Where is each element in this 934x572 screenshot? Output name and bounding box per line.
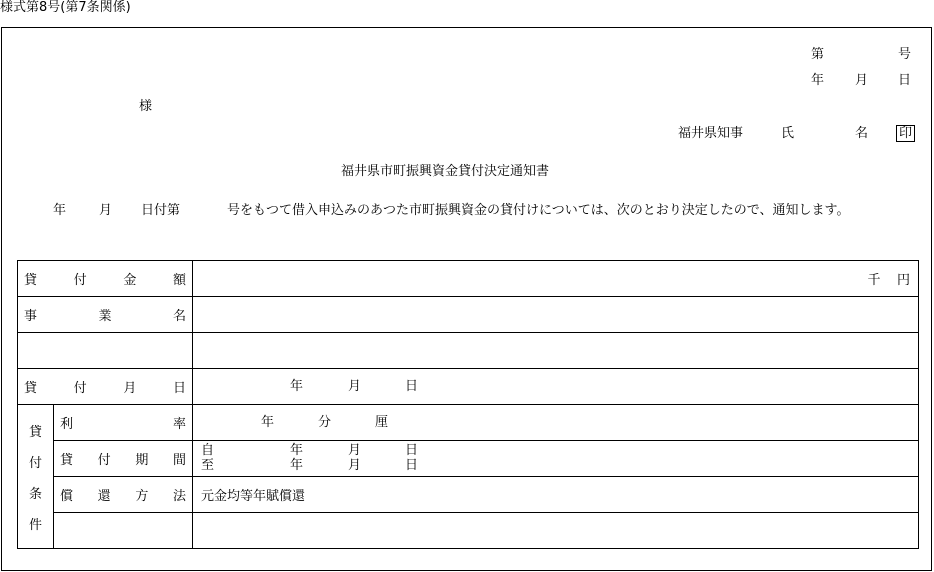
amount-label — [18, 261, 193, 297]
seal-text: 印 — [896, 125, 915, 142]
project-label — [18, 297, 193, 333]
rate-value-bu: 分 — [318, 415, 332, 430]
seal-mark — [896, 125, 915, 142]
date-label-char: 付 — [73, 381, 87, 396]
intro-year: 年 — [53, 203, 67, 218]
period-label-char: 間 — [172, 453, 186, 468]
rate-label-char: 利 — [60, 417, 74, 432]
period-value[interactable] — [193, 441, 919, 477]
amount-label-char: 貸 — [24, 273, 38, 288]
date-label — [18, 369, 193, 405]
row-project — [18, 297, 919, 333]
blank-value[interactable] — [193, 333, 919, 369]
repay-label — [54, 477, 193, 513]
date-month: 月 — [855, 73, 869, 88]
number-prefix: 第 — [811, 47, 825, 62]
conditions-label — [18, 405, 54, 549]
number-suffix: 号 — [898, 47, 912, 62]
rate-label-char: 率 — [172, 417, 186, 432]
rate-value-rin: 厘 — [375, 415, 389, 430]
issuer-title: 福井県知事 — [678, 126, 744, 141]
row-amount — [18, 261, 919, 297]
conditions-label-char: 条 — [28, 486, 42, 502]
period-to-day: 日 — [405, 458, 419, 473]
repay-label-char: 還 — [97, 489, 111, 504]
repay-value[interactable]: 元金均等年賦償還 — [193, 477, 919, 513]
date-value-day: 日 — [405, 379, 419, 394]
project-label-char: 業 — [98, 309, 112, 324]
date-label-char: 貸 — [24, 381, 38, 396]
name-label-given: 名 — [855, 126, 869, 141]
period-label-char: 付 — [97, 453, 111, 468]
intro-day-ref: 日付第 — [141, 203, 181, 218]
period-label — [54, 441, 193, 477]
amount-label-char: 額 — [172, 273, 186, 288]
row-blank — [18, 333, 919, 369]
date-label-char: 日 — [172, 381, 186, 396]
period-from-day: 日 — [405, 443, 419, 458]
period-to-label: 至 — [201, 458, 215, 473]
amount-unit-yen: 円 — [896, 273, 910, 288]
amount-value[interactable] — [193, 261, 919, 297]
conditions-blank-value[interactable] — [193, 513, 919, 549]
rate-value-year: 年 — [261, 415, 275, 430]
intro-text: 号をもつて借入申込みのあつた市町振興資金の貸付けについては、次のとおり決定したので、通知します。 — [227, 203, 850, 218]
repay-label-char: 法 — [172, 489, 186, 504]
period-from-year: 年 — [290, 443, 304, 458]
repay-label-char: 方 — [135, 489, 149, 504]
project-value[interactable] — [193, 297, 919, 333]
conditions-blank-label — [54, 513, 193, 549]
date-value[interactable] — [193, 369, 919, 405]
project-label-char: 名 — [172, 309, 186, 324]
amount-label-char: 金 — [123, 273, 137, 288]
date-value-year: 年 — [290, 379, 304, 394]
row-rate — [18, 405, 919, 441]
row-period — [18, 441, 919, 477]
amount-label-char: 付 — [73, 273, 87, 288]
addressee-suffix: 様 — [139, 99, 153, 114]
repay-label-char: 償 — [60, 489, 74, 504]
period-label-char: 期 — [135, 453, 149, 468]
period-to-year: 年 — [290, 458, 304, 473]
conditions-label-char: 付 — [28, 455, 42, 471]
conditions-label-char: 貸 — [28, 424, 42, 440]
name-label-family: 氏 — [781, 126, 795, 141]
date-value-month: 月 — [348, 379, 362, 394]
row-date — [18, 369, 919, 405]
conditions-label-char: 件 — [28, 517, 42, 533]
amount-unit-thousand: 千 — [867, 273, 881, 288]
date-day: 日 — [898, 73, 912, 88]
rate-label — [54, 405, 193, 441]
period-to-month: 月 — [348, 458, 362, 473]
loan-details-table — [17, 260, 919, 549]
period-label-char: 貸 — [60, 453, 74, 468]
blank-label — [18, 333, 193, 369]
project-label-char: 事 — [24, 309, 38, 324]
intro-month: 月 — [99, 203, 113, 218]
row-conditions-blank — [18, 513, 919, 549]
period-from-label: 自 — [201, 443, 215, 458]
period-from-month: 月 — [348, 443, 362, 458]
date-label-char: 月 — [123, 381, 137, 396]
rate-value[interactable] — [193, 405, 919, 441]
row-repayment — [18, 477, 919, 513]
document-title: 福井県市町振興資金貸付決定通知書 — [341, 164, 550, 179]
form-number: 様式第8号(第7条関係) — [0, 0, 131, 15]
date-year: 年 — [811, 73, 825, 88]
